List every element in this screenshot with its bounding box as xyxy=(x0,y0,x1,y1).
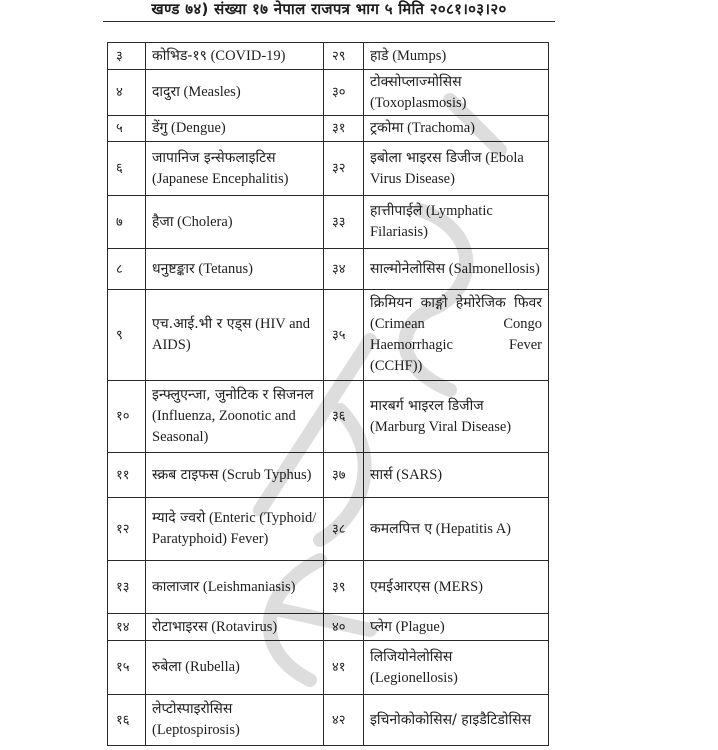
table-row xyxy=(108,142,549,196)
disease-name-cell xyxy=(146,561,324,614)
disease-name-cell xyxy=(146,453,324,498)
table-row xyxy=(108,695,549,746)
serial-number: ३४ xyxy=(324,249,364,290)
disease-name-cell xyxy=(364,695,549,746)
disease-name-nepali: स्क्रब टाइफस xyxy=(152,466,219,483)
disease-name-english: (Mumps) xyxy=(392,47,447,64)
disease-name-nepali: इबोला भाइरस डिजीज xyxy=(370,149,482,166)
table-row xyxy=(108,43,549,70)
serial-number: ३७ xyxy=(324,453,364,498)
disease-name-english: (Hepatitis A) xyxy=(435,520,511,537)
disease-name-english: (MERS) xyxy=(433,578,484,595)
disease-name-cell xyxy=(364,249,549,290)
disease-name-nepali: क्रिमियन काङ्गो हेमोरेजिक फिवर xyxy=(370,295,542,311)
disease-name-english: (Salmonellosis) xyxy=(448,260,540,277)
disease-name-cell xyxy=(364,196,549,249)
disease-name-nepali: लिजियोनेलोसिस xyxy=(370,648,453,665)
disease-name-english: (Ebola Virus Disease) xyxy=(370,149,524,187)
disease-name-english: (COVID-19) xyxy=(210,47,286,64)
disease-name-english: (Leptospirosis) xyxy=(152,722,240,738)
disease-name-nepali: हैजा xyxy=(152,213,174,230)
disease-name-english: (Marburg Viral Disease) xyxy=(370,418,512,435)
disease-name-nepali: धनुष्टङ्कार xyxy=(152,260,195,277)
table-row xyxy=(108,498,549,561)
disease-name-nepali: प्लेग xyxy=(370,618,392,635)
disease-name-cell xyxy=(146,641,324,695)
disease-name-cell xyxy=(364,290,549,381)
disease-name-nepali: हाडे xyxy=(370,47,389,64)
table-row xyxy=(108,561,549,614)
disease-name-nepali: ट्रकोमा xyxy=(370,120,404,136)
disease-name-cell xyxy=(146,70,324,116)
serial-number: ७ xyxy=(108,196,146,249)
serial-number: ४ xyxy=(108,70,146,116)
serial-number: ५ xyxy=(108,116,146,142)
serial-number: ३० xyxy=(324,70,364,116)
disease-name-english: (Lymphatic Filariasis) xyxy=(370,203,493,240)
serial-number: ३३ xyxy=(324,196,364,249)
disease-name-english: (Plague) xyxy=(395,618,445,635)
disease-name-nepali: हात्तीपाईले xyxy=(370,203,423,219)
disease-name-cell xyxy=(146,695,324,746)
disease-name-cell xyxy=(364,142,549,196)
disease-name-nepali: दादुरा xyxy=(152,84,180,100)
disease-name-cell xyxy=(364,453,549,498)
disease-name-cell xyxy=(364,381,549,453)
disease-name-cell xyxy=(146,498,324,561)
header-rule xyxy=(103,21,555,22)
disease-name-nepali: कोभिड-१९ xyxy=(152,47,207,64)
serial-number: ३८ xyxy=(324,498,364,561)
table-row xyxy=(108,290,549,381)
disease-name-nepali: सार्स xyxy=(370,466,393,483)
disease-name-cell xyxy=(364,70,549,116)
disease-name-english: (Enteric (Typhoid/ Paratyphoid) Fever) xyxy=(152,510,317,547)
disease-name-cell xyxy=(364,498,549,561)
disease-name-nepali: इचिनोकोकोसिस/ हाइडैटिडोसिस xyxy=(370,711,532,728)
disease-name-cell xyxy=(364,561,549,614)
disease-name-cell xyxy=(364,43,549,70)
disease-name-english: (Dengue) xyxy=(171,120,226,136)
serial-number: १३ xyxy=(108,561,146,614)
disease-name-english: (Japanese Encephalitis) xyxy=(152,170,289,187)
disease-name-english: (Tetanus) xyxy=(198,260,253,277)
disease-name-english: (Leishmaniasis) xyxy=(202,578,296,595)
disease-name-nepali: जापानिज इन्सेफलाइटिस xyxy=(152,149,276,166)
disease-name-nepali: डेंगु xyxy=(152,120,168,136)
table-row xyxy=(108,453,549,498)
serial-number: ११ xyxy=(108,453,146,498)
disease-table xyxy=(107,42,549,746)
table-row xyxy=(108,116,549,142)
disease-name-nepali: इन्फ्लुएन्जा, जुनोटिक र सिजनल xyxy=(152,387,314,403)
table-row xyxy=(108,70,549,116)
serial-number: ४० xyxy=(324,614,364,641)
disease-name-english: (SARS) xyxy=(396,466,443,483)
disease-name-nepali: कालाजार xyxy=(152,578,200,595)
serial-number: ३ xyxy=(108,43,146,70)
disease-name-cell xyxy=(146,142,324,196)
disease-name-nepali: एच.आई.भी र एड्स xyxy=(152,316,252,332)
disease-name-english: (HIV and AIDS) xyxy=(152,316,311,353)
disease-name-english: (Trachoma) xyxy=(407,120,475,136)
table-row xyxy=(108,249,549,290)
disease-name-english: (Crimean Congo Haemorrhagic Fever (CCHF)) xyxy=(370,316,542,374)
disease-name-cell xyxy=(146,249,324,290)
serial-number: ३६ xyxy=(324,381,364,453)
serial-number: १६ xyxy=(108,695,146,746)
disease-name-english: (Scrub Typhus) xyxy=(222,466,312,483)
serial-number: १२ xyxy=(108,498,146,561)
disease-name-cell xyxy=(146,43,324,70)
table-row xyxy=(108,641,549,695)
serial-number: ४१ xyxy=(324,641,364,695)
serial-number: २९ xyxy=(324,43,364,70)
page-header: खण्ड ७४) संख्या १७ नेपाल राजपत्र भाग ५ मिति २०८१।०३।२० xyxy=(151,0,507,18)
disease-name-cell xyxy=(146,381,324,453)
disease-name-nepali: टोक्सोप्लाज्मोसिस xyxy=(370,73,462,90)
serial-number: ३५ xyxy=(324,290,364,381)
disease-name-cell xyxy=(146,116,324,142)
disease-name-nepali: रोटाभाइरस xyxy=(152,618,208,635)
serial-number: १५ xyxy=(108,641,146,695)
disease-name-nepali: म्यादे ज्वरो xyxy=(152,510,206,526)
table-row xyxy=(108,381,549,453)
disease-name-english: (Rubella) xyxy=(185,659,240,675)
disease-name-english: (Measles) xyxy=(183,84,241,100)
disease-name-english: (Legionellosis) xyxy=(370,669,458,686)
disease-name-nepali: मारबर्ग भाइरल डिजीज xyxy=(370,397,484,414)
serial-number: ६ xyxy=(108,142,146,196)
disease-name-nepali: रुबेला xyxy=(152,659,182,675)
serial-number: ९ xyxy=(108,290,146,381)
disease-name-cell xyxy=(364,614,549,641)
disease-name-english: (Influenza, Zoonotic and Seasonal) xyxy=(152,408,296,445)
disease-name-english: (Cholera) xyxy=(177,213,233,230)
serial-number: १० xyxy=(108,381,146,453)
disease-name-nepali: कमलपित्त ए xyxy=(370,520,433,537)
disease-name-english: (Rotavirus) xyxy=(211,618,278,635)
disease-name-cell xyxy=(146,196,324,249)
disease-name-nepali: एमईआरएस xyxy=(370,578,431,595)
table-row xyxy=(108,614,549,641)
serial-number: ४२ xyxy=(324,695,364,746)
serial-number: ३१ xyxy=(324,116,364,142)
disease-name-english: (Toxoplasmosis) xyxy=(370,94,467,111)
serial-number: ८ xyxy=(108,249,146,290)
disease-name-cell xyxy=(146,290,324,381)
serial-number: ३९ xyxy=(324,561,364,614)
serial-number: १४ xyxy=(108,614,146,641)
disease-name-cell xyxy=(364,116,549,142)
disease-name-cell xyxy=(146,614,324,641)
serial-number: ३२ xyxy=(324,142,364,196)
disease-name-nepali: साल्मोनेलोसिस xyxy=(370,260,446,277)
table-row xyxy=(108,196,549,249)
disease-name-nepali: लेप्टोस्पाइरोसिस xyxy=(152,701,233,717)
disease-name-cell xyxy=(364,641,549,695)
